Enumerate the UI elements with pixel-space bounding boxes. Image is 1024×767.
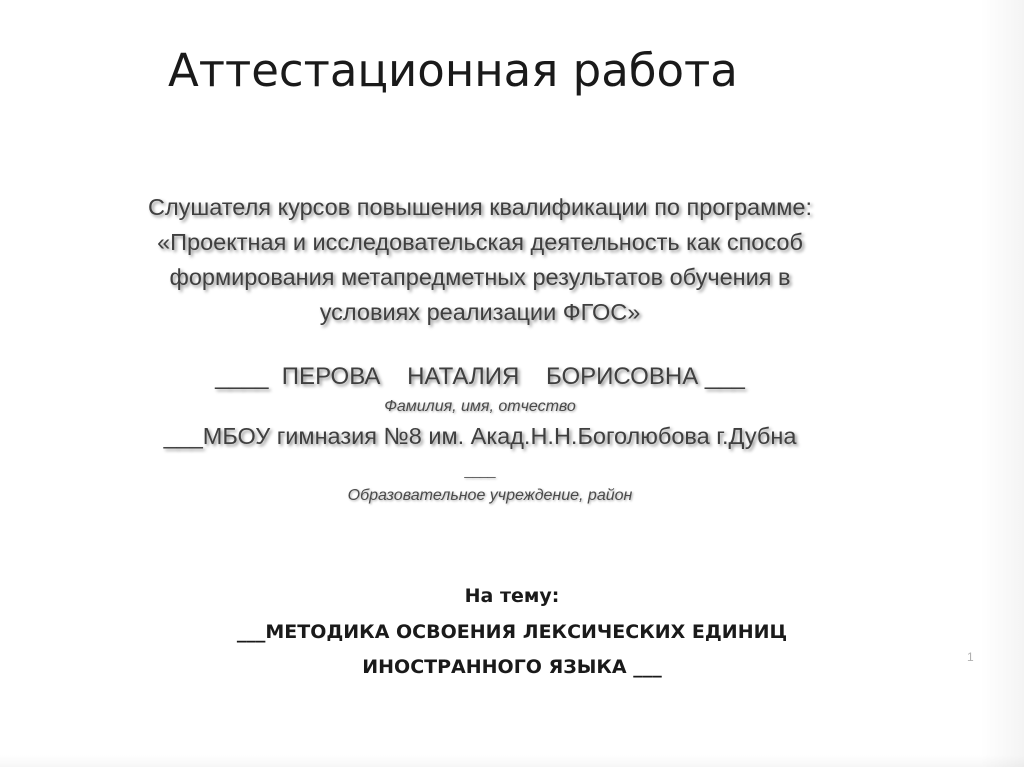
slide-bottom-shading [0,755,1024,767]
school-caption: Образовательное учреждение, район [347,487,633,504]
slide-title: Аттестационная работа [168,44,738,97]
course-description-line: «Проектная и исследовательская деятельность как способ [157,229,803,255]
school-name: ___МБОУ гимназия №8 им. Акад.Н.Н.Боголюбова г.Дубна [163,423,797,449]
course-description-line: формирования метапредметных результатов обучения в [169,264,791,290]
course-description-line: условиях реализации ФГОС» [319,299,641,325]
school-dash: ____ [464,462,496,478]
course-description-line: Слушателя курсов повышения квалификации по программе: [147,194,813,220]
slide-edge-shading [980,0,1024,767]
topic-line: ИНОСТРАННОГО ЯЗЫКА ___ [362,656,662,678]
author-name: ____ ПЕРОВА НАТАЛИЯ БОРИСОВНА ___ [215,363,745,390]
course-description [60,190,900,330]
author-name-caption: Фамилия, имя, отчество [384,398,576,415]
page-number: 1 [967,650,974,664]
topic-line: ___МЕТОДИКА ОСВОЕНИЯ ЛЕКСИЧЕСКИХ ЕДИНИЦ [236,621,788,643]
topic-label: На тему: [464,585,560,607]
